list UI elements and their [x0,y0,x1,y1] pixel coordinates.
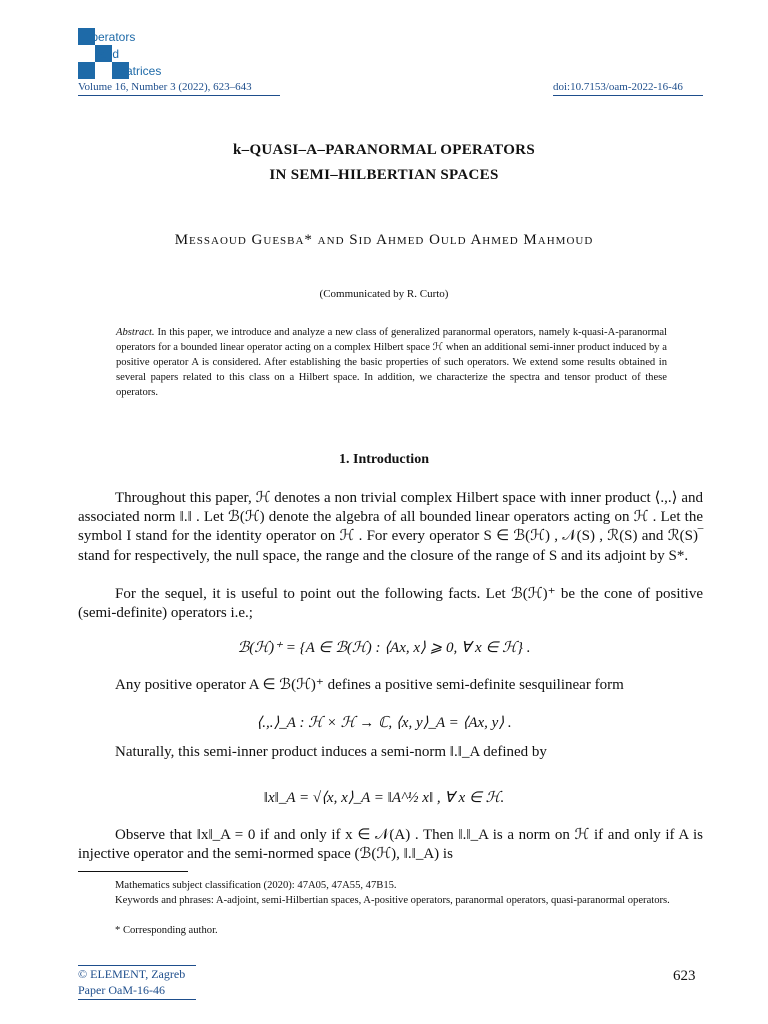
logo-word-and: and [99,47,120,61]
abstract-label: Abstract. [116,327,155,338]
paragraph-2: For the sequel, it is useful to point out the following facts. Let ℬ(ℋ)⁺ be the cone of positive (semi-definite) operators i.e.; [78,586,703,622]
equation-3: ‖x‖_A = √⟨x, x⟩_A = ‖A^½ x‖ , ∀ x ∈ ℋ. [263,790,505,806]
paper-authors: Messaoud Guesba* and Sid Ahmed Ould Ahmed Mahmoud [174,232,594,248]
abstract [116,325,667,400]
paper-title-line2: IN SEMI–HILBERTIAN SPACES [269,167,499,183]
section-heading: 1. Introduction [339,452,429,467]
abstract-text: In this paper, we introduce and analyze a new class of generalized paranormal operators, namely k-quasi-A-paranormal operators for a bounded linear operator acting on a complex Hilbert space ℋ when an additional semi-inner product induced by a positive operator A is considered. After establishing the basic properties of such operators. We extend some results obtained in several papers related to this class on a Hilbert space. In addition, we characterize the spectra and tensor product of these operators. [116,327,667,398]
paragraph-3: Any positive operator A ∈ ℬ(ℋ)⁺ defines a positive semi-definite sesquilinear form [115,677,624,693]
header-rule-right [553,95,703,96]
paragraph-4: Naturally, this semi-inner product induces a semi-norm ‖.‖_A defined by [115,744,547,760]
page-number: 623 [673,968,696,984]
header-rule-left [78,95,280,96]
paper-title-line1: k–QUASI–A–PARANORMAL OPERATORS [233,142,535,158]
footnote-msc: Mathematics subject classification (2020): 47A05, 47A55, 47B15. [115,880,397,891]
logo-word-matrices: Matrices [116,64,162,78]
footnote-corresponding: * Corresponding author. [115,925,218,936]
footer-rule-top [78,965,196,966]
footer-rule-bottom [78,999,196,1000]
communicated-by: (Communicated by R. Curto) [319,288,449,300]
volume-line: Volume 16, Number 3 (2022), 623–643 [78,81,252,93]
footnote-keywords: Keywords and phrases: A-adjoint, semi-Hilbertian spaces, A-positive operators, paranormal operators, quasi-paranormal operators. [115,895,670,906]
paragraph-5: Observe that ‖x‖_A = 0 if and only if x ∈ 𝒩(A) . Then ‖.‖_A is a norm on ℋ if and only if A is injective operator and the semi-normed space (ℬ(ℋ), ‖.‖_A) is [78,827,703,863]
paper-id: Paper OaM-16-46 [78,983,165,997]
journal-logo [78,28,178,80]
equation-2: ⟨.,.⟩_A : ℋ × ℋ → ℂ, ⟨x, y⟩_A = ⟨Ax, y⟩ . [256,715,512,731]
equation-1: ℬ(ℋ)⁺ = {A ∈ ℬ(ℋ) : ⟨Ax, x⟩ ⩾ 0, ∀ x ∈ ℋ} . [237,640,531,656]
logo-word-operators: Operators [82,30,136,44]
copyright-line: © ELEMENT, Zagreb [78,967,186,981]
doi-link[interactable]: doi:10.7153/oam-2022-16-46 [553,81,683,93]
footnote-rule [78,871,188,872]
paragraph-1: Throughout this paper, ℋ denotes a non trivial complex Hilbert space with inner product ⟨.,.⟩ and associated norm ‖.‖ . Let ℬ(ℋ) denote the algebra of all bounded linear operators acting on ℋ . Let the symbol I stand for the identity operator on ℋ . For every operator S ∈ ℬ(ℋ) , 𝒩(S) , ℛ(S) and ℛ(S)‾ stand for respectively, the null space, the range and the closure of the range of S and its adjoint by S*. [78,490,703,564]
